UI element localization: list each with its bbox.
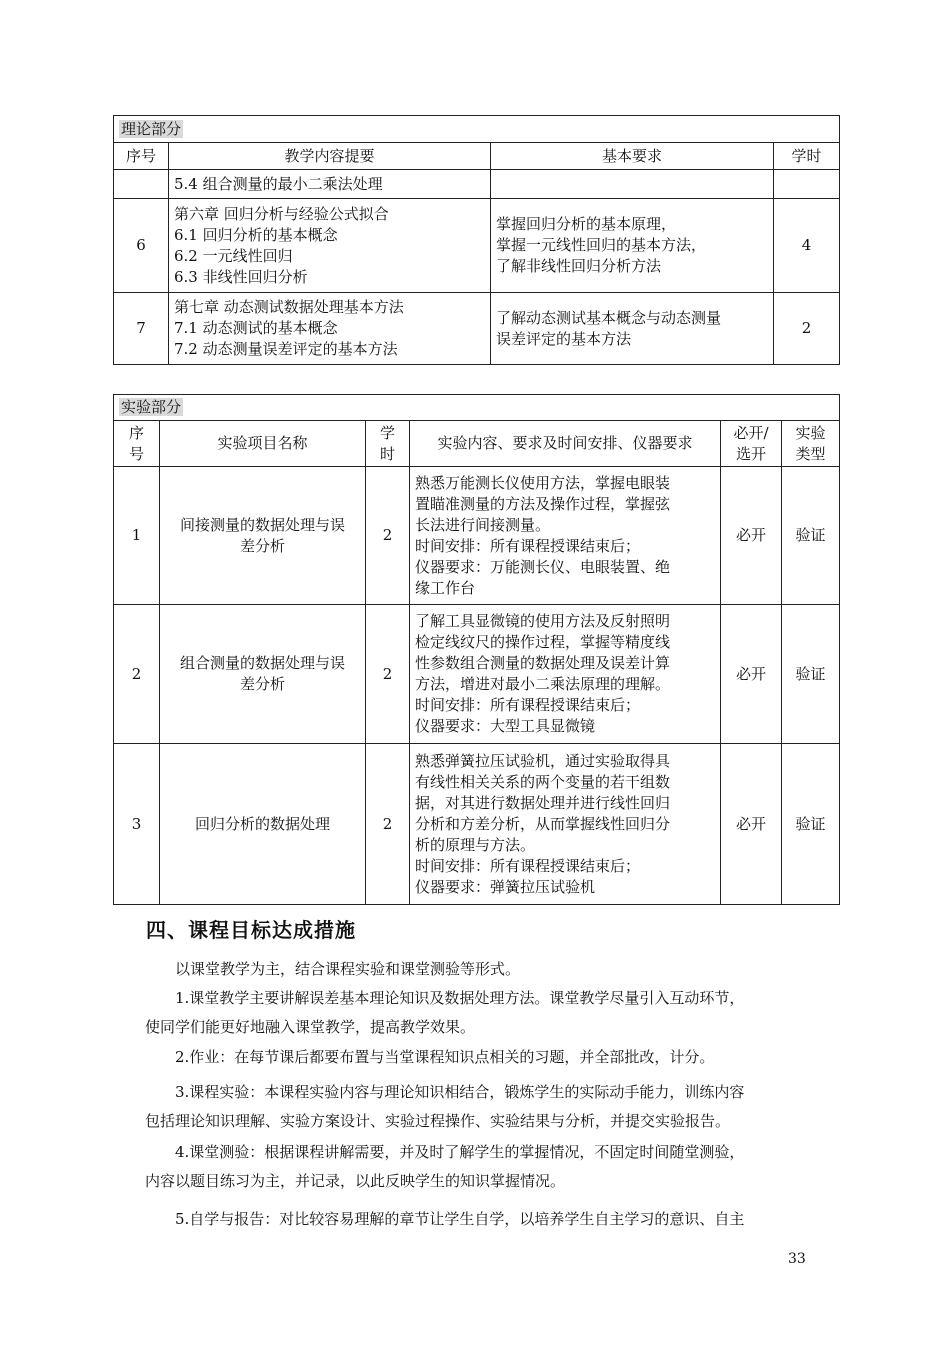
lab-row-type: 验证: [782, 467, 840, 605]
lab-content-line: 有线性相关关系的两个变量的若干组数: [415, 772, 671, 791]
lab-row-content: [410, 605, 721, 744]
theory-req-line: 误差评定的基本方法: [496, 329, 632, 348]
lab-content-line: 析的原理与方法。: [415, 835, 536, 854]
theory-row-content: [169, 170, 491, 199]
lab-header-no-line: 号: [128, 444, 144, 463]
lab-content-line: 熟悉万能测长仪使用方法，掌握电眼装: [415, 473, 671, 492]
paragraph-line: 以课堂教学为主，结合课程实验和课堂测验等形式。: [175, 960, 521, 978]
lab-header-name: 实验项目名称: [160, 421, 366, 467]
theory-row: [114, 293, 840, 365]
lab-name-line: 差分析: [239, 536, 285, 555]
theory-row-req: [491, 293, 774, 365]
lab-content-line: 缘工作台: [415, 578, 476, 597]
lab-header-type-line: 类型: [795, 444, 826, 463]
theory-section-header: [114, 116, 840, 143]
theory-header-hours: 学时: [774, 143, 840, 170]
lab-row-hours: 2: [366, 605, 410, 744]
theory-header-content: 教学内容提要: [169, 143, 491, 170]
lab-name-line: 差分析: [239, 675, 285, 693]
theory-content-line: 第六章 回归分析与经验公式拟合: [174, 204, 389, 223]
lab-section-header: [114, 395, 840, 421]
theory-row-hours: [774, 170, 840, 199]
lab-row-no: 2: [114, 605, 160, 744]
paragraph-line: 包括理论知识理解、实验方案设计、实验过程操作、实验结果与分析，并提交实验报告。: [145, 1112, 731, 1130]
lab-row-name: [160, 605, 366, 744]
theory-row-no: [114, 170, 169, 199]
theory-header-req: 基本要求: [491, 143, 774, 170]
lab-row-hours: 2: [366, 467, 410, 605]
lab-content-line: 长法进行间接测量。: [415, 515, 551, 534]
lab-content-line: 仪器要求：万能测长仪、电眼装置、绝: [415, 557, 671, 576]
theory-row-req: [491, 199, 774, 293]
theory-row-content: [169, 293, 491, 365]
theory-row-req: [491, 170, 774, 199]
theory-row-no: 6: [114, 199, 169, 293]
lab-row-no: 1: [114, 467, 160, 605]
lab-header-no: [114, 421, 160, 467]
lab-row: [114, 744, 840, 905]
theory-req-line: 掌握一元线性回归的基本方法，: [496, 236, 707, 254]
theory-row-hours: 4: [774, 199, 840, 293]
theory-row-no: 7: [114, 293, 169, 365]
theory-content-line: 7.1 动态测试的基本概念: [174, 319, 338, 337]
theory-req-line: 掌握回归分析的基本原理，: [496, 215, 677, 233]
paragraph: [145, 1043, 810, 1072]
lab-header-hours-line: 学: [379, 423, 395, 442]
lab-header-required-line: 选开: [735, 444, 766, 463]
paragraph-line: 1.课堂教学主要讲解误差基本理论知识及数据处理方法。课堂教学尽量引入互动环节，: [175, 989, 745, 1007]
theory-content-line: 7.2 动态测量误差评定的基本方法: [174, 340, 398, 358]
lab-row-required: 必开: [721, 467, 782, 605]
paragraph: [145, 955, 840, 984]
theory-content-line: 5.4 组合测量的最小二乘法处理: [174, 174, 383, 193]
lab-row: [114, 605, 840, 744]
theory-content-line: 6.2 一元线性回归: [174, 246, 293, 265]
paragraph: [145, 1078, 810, 1136]
theory-section-label: 理论部分: [121, 119, 182, 138]
paragraph-line: 2.作业：在每节课后都要布置与当堂课程知识点相关的习题，并全部批改，计分。: [175, 1048, 715, 1066]
lab-content-line: 时间安排：所有课程授课结束后；: [415, 856, 641, 875]
lab-content-line: 了解工具显微镜的使用方法及反射照明: [415, 612, 671, 630]
lab-row-required: 必开: [721, 605, 782, 744]
theory-table: [113, 115, 840, 365]
lab-content-line: 置瞄准测量的方法及操作过程，掌握弦: [415, 494, 671, 513]
theory-row: [114, 170, 840, 199]
lab-section-label: 实验部分: [121, 398, 182, 416]
paragraph-line: 内容以题目练习为主，并记录，以此反映学生的知识掌握情况。: [145, 1172, 566, 1190]
lab-content-line: 据，对其进行数据处理并进行线性回归: [415, 793, 671, 812]
theory-req-line: 了解非线性回归分析方法: [496, 257, 662, 275]
theory-row-hours: 2: [774, 293, 840, 365]
lab-content-line: 检定线纹尺的操作过程，掌握等精度线: [415, 633, 671, 651]
lab-row-content: [410, 744, 721, 905]
lab-row-type: 验证: [782, 605, 840, 744]
lab-name-line: 组合测量的数据处理与误: [179, 654, 345, 672]
lab-table: [113, 394, 840, 905]
lab-row-no: 3: [114, 744, 160, 905]
paragraph: [145, 1205, 810, 1234]
section-heading: 四、课程目标达成措施: [146, 918, 356, 942]
lab-content-line: 仪器要求：大型工具显微镜: [415, 717, 596, 735]
theory-header-no: 序号: [114, 143, 169, 170]
paragraph: [145, 984, 810, 1042]
lab-content-line: 时间安排：所有课程授课结束后；: [415, 696, 641, 714]
lab-row: [114, 467, 840, 605]
lab-header-required-line: 必开/: [733, 423, 769, 442]
theory-req-line: 了解动态测试基本概念与动态测量: [496, 308, 722, 327]
theory-content-line: 6.3 非线性回归分析: [174, 267, 308, 286]
paragraph-line: 使同学们能更好地融入课堂教学，提高教学效果。: [145, 1018, 476, 1036]
lab-name-line: 间接测量的数据处理与误: [179, 515, 345, 534]
lab-header-content: 实验内容、要求及时间安排、仪器要求: [410, 421, 721, 467]
lab-row-required: 必开: [721, 744, 782, 905]
theory-content-line: 6.1 回归分析的基本概念: [174, 225, 338, 244]
paragraph-line: 5.自学与报告：对比较容易理解的章节让学生自学，以培养学生自主学习的意识、自主: [175, 1210, 745, 1228]
lab-row-content: [410, 467, 721, 605]
theory-row: [114, 199, 840, 293]
lab-header-hours-line: 时: [379, 444, 395, 463]
lab-header-type: [782, 421, 840, 467]
lab-name-line: 回归分析的数据处理: [194, 814, 330, 833]
lab-content-line: 分析和方差分析，从而掌握线性回归分: [415, 814, 671, 833]
lab-content-line: 性参数组合测量的数据处理及误差计算: [415, 654, 671, 672]
lab-content-line: 仪器要求：弹簧拉压试验机: [415, 877, 596, 896]
lab-header-required: [721, 421, 782, 467]
theory-content-line: 第七章 动态测试数据处理基本方法: [174, 298, 404, 316]
lab-content-line: 方法，增进对最小二乘法原理的理解。: [415, 675, 671, 693]
paragraph-line: 3.课程实验：本课程实验内容与理论知识相结合，锻炼学生的实际动手能力，训练内容: [175, 1083, 745, 1101]
lab-header-no-line: 序: [128, 423, 144, 442]
lab-row-name: [160, 467, 366, 605]
theory-row-content: [169, 199, 491, 293]
paragraph-line: 4.课堂测验：根据课程讲解需要，并及时了解学生的掌握情况，不固定时间随堂测验，: [175, 1143, 745, 1161]
page-number: 33: [788, 1251, 806, 1267]
lab-row-name: [160, 744, 366, 905]
lab-row-type: 验证: [782, 744, 840, 905]
lab-content-line: 时间安排：所有课程授课结束后；: [415, 536, 641, 555]
paragraph: [145, 1138, 810, 1196]
lab-row-hours: 2: [366, 744, 410, 905]
lab-content-line: 熟悉弹簧拉压试验机，通过实验取得具: [415, 751, 671, 770]
lab-header-type-line: 实验: [795, 423, 826, 442]
lab-header-hours: [366, 421, 410, 467]
